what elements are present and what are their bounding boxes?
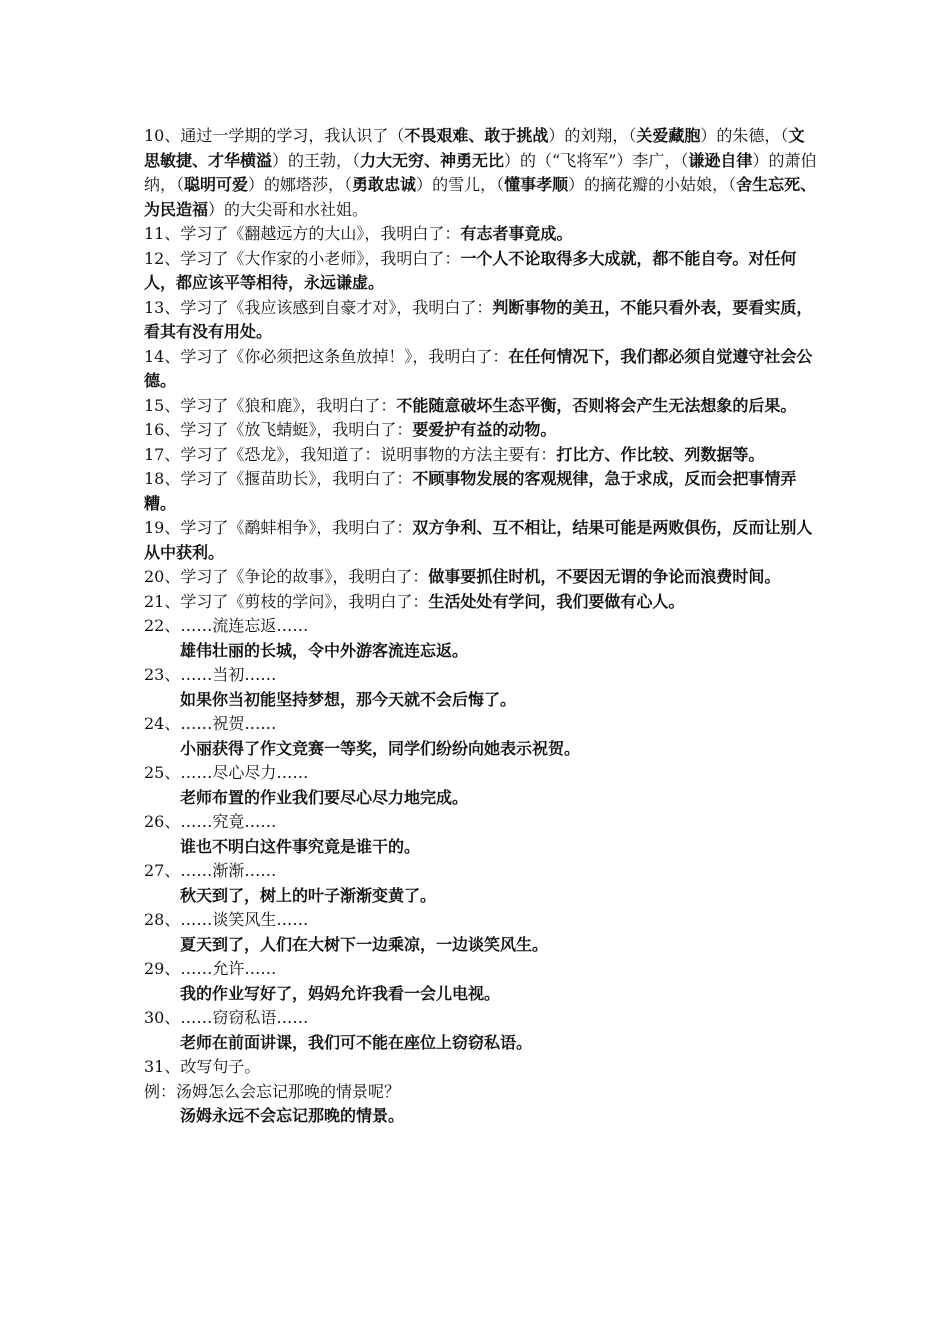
summary-paragraph xyxy=(144,418,820,443)
answer-text: 文思敏捷、才华横溢 xyxy=(144,126,805,170)
answer-text: 双方争利、互不相让，结果可能是两败俱伤，反而让别人从中获利。 xyxy=(144,518,813,562)
word-item-answer: 秋天到了，树上的叶子渐渐变黄了。 xyxy=(180,885,437,905)
word-item-head: 29、……允许…… xyxy=(144,959,277,978)
prompt-text: 15、学习了《狼和鹿》，我明白了： xyxy=(144,395,397,415)
word-item-answer: 雄伟壮丽的长城，令中外游客流连忘返。 xyxy=(180,640,469,660)
prompt-text: 13、学习了《我应该感到自豪才对》，我明白了： xyxy=(144,297,493,317)
prompt-text: ）的雪儿，（ xyxy=(416,175,505,194)
word-item-head: 24、……祝贺…… xyxy=(144,714,277,733)
answer-text: 有志者事竟成。 xyxy=(460,224,573,243)
summary-paragraph xyxy=(144,296,820,345)
summary-paragraph xyxy=(144,222,820,247)
word-item-head: 27、……渐渐…… xyxy=(144,861,277,880)
word-item-answer: 谁也不明白这件事究竟是谁干的。 xyxy=(180,836,421,856)
word-item-head: 26、……究竟…… xyxy=(144,812,277,831)
summary-paragraph xyxy=(144,124,820,222)
answer-text: 关爱藏胞 xyxy=(636,126,701,145)
rewrite-example: 例：汤姆怎么会忘记那晚的情景呢？ xyxy=(144,1081,401,1101)
prompt-text: ）的朱德，（ xyxy=(700,126,789,145)
word-item-answer: 老师在前面讲课，我们可不能在座位上窃窃私语。 xyxy=(180,1032,533,1052)
rewrite-section xyxy=(144,1055,820,1129)
answer-text: 生活处处有学问，我们要做有心人。 xyxy=(428,591,685,611)
rewrite-answer: 汤姆永远不会忘记那晚的情景。 xyxy=(180,1106,405,1125)
answer-text: 勇敢忠诚 xyxy=(352,175,417,194)
word-item-answer: 我的作业写好了，妈妈允许我看一会儿电视。 xyxy=(180,983,501,1003)
summary-paragraph xyxy=(144,516,820,565)
prompt-text: 14、学习了《你必须把这条鱼放掉！》，我明白了： xyxy=(144,346,509,366)
summary-paragraph xyxy=(144,345,820,394)
prompt-text: 19、学习了《鹬蚌相争》，我明白了： xyxy=(144,518,413,537)
answer-text: 不顾事物发展的客观规律，急于求成，反而会把事情弄糟。 xyxy=(144,469,797,513)
summary-paragraph xyxy=(144,565,820,590)
answer-text: 不能随意破坏生态平衡，否则将会产生无法想象的后果。 xyxy=(396,395,797,415)
rewrite-title: 31、改写句子。 xyxy=(144,1057,261,1076)
word-item-answer: 老师布置的作业我们要尽心尽力地完成。 xyxy=(180,787,469,807)
prompt-text: 18、学习了《揠苗助长》，我明白了： xyxy=(144,469,413,488)
word-sentence-list xyxy=(144,614,820,1055)
prompt-text: 11、学习了《翻越远方的大山》，我明白了： xyxy=(144,224,461,243)
answer-text: 聪明可爱 xyxy=(184,175,249,194)
answer-text: 不畏艰难、敢于挑战 xyxy=(404,126,549,145)
word-item-head: 25、……尽心尽力…… xyxy=(144,763,309,782)
summary-paragraph xyxy=(144,443,820,468)
prompt-text: ）的摘花瓣的小姑娘，（ xyxy=(568,175,737,194)
prompt-text: 12、学习了《大作家的小老师》，我明白了： xyxy=(144,248,461,268)
answer-text: 谦逊自律 xyxy=(688,150,753,170)
summary-paragraph xyxy=(144,590,820,615)
prompt-text: ）的王勃，（ xyxy=(272,150,361,170)
prompt-text: 10、通过一学期的学习，我认识了（ xyxy=(144,126,405,145)
prompt-text: ）的刘翔，（ xyxy=(548,126,637,145)
word-item-head: 28、……谈笑风生…… xyxy=(144,910,309,929)
prompt-text: 20、学习了《争论的故事》，我明白了： xyxy=(144,567,429,586)
word-item-head: 23、……当初…… xyxy=(144,665,277,684)
word-item-answer: 小丽获得了作文竞赛一等奖，同学们纷纷向她表示祝贺。 xyxy=(180,738,581,758)
answer-text: 在任何情况下，我们都必须自觉遵守社会公德。 xyxy=(144,346,813,390)
prompt-text: ）的娜塔莎，（ xyxy=(248,175,353,194)
summary-paragraph xyxy=(144,247,820,296)
word-item-head: 22、……流连忘返…… xyxy=(144,616,309,635)
word-item-answer: 夏天到了，人们在大树下一边乘凉，一边谈笑风生。 xyxy=(180,934,549,954)
prompt-text: 17、学习了《恐龙》，我知道了：说明事物的方法主要有： xyxy=(144,444,557,464)
summary-paragraph xyxy=(144,467,820,516)
document-page xyxy=(144,124,820,1129)
lesson-summaries xyxy=(144,124,820,614)
prompt-text: ）的（“飞将军”）李广，（ xyxy=(504,150,689,170)
answer-text: 做事要抓住时机，不要因无谓的争论而浪费时间。 xyxy=(428,567,781,586)
prompt-text: ）的大尖哥和水社姐。 xyxy=(208,199,369,219)
prompt-text: 21、学习了《剪枝的学问》，我明白了： xyxy=(144,591,429,611)
summary-paragraph xyxy=(144,394,820,419)
answer-text: 一个人不论取得多大成就，都不能自夸。对任何人，都应该平等相待，永远谦虚。 xyxy=(144,248,797,292)
prompt-text: 16、学习了《放飞蜻蜓》，我明白了： xyxy=(144,420,413,439)
word-item-head: 30、……窃窃私语…… xyxy=(144,1008,309,1027)
answer-text: 力大无穷、神勇无比 xyxy=(360,150,505,170)
answer-text: 要爱护有益的动物。 xyxy=(412,420,557,439)
answer-text: 判断事物的美丑，不能只看外表，要看实质，看其有没有用处。 xyxy=(144,297,813,341)
answer-text: 舍生忘死、为民造福 xyxy=(144,175,817,219)
answer-text: 打比方、作比较、列数据等。 xyxy=(556,444,765,464)
word-item-answer: 如果你当初能坚持梦想，那今天就不会后悔了。 xyxy=(180,689,517,709)
answer-text: 懂事孝顺 xyxy=(504,175,569,194)
prompt-text: ）的萧伯纳，（ xyxy=(144,150,817,194)
